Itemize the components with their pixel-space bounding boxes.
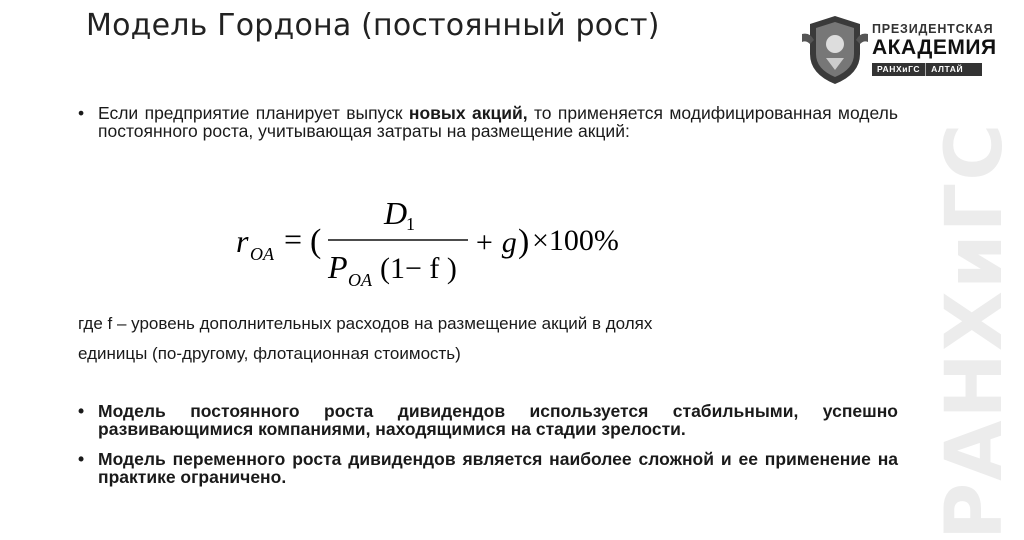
slide-title: Модель Гордона (постоянный рост) bbox=[86, 8, 660, 43]
logo-line2: АКАДЕМИЯ bbox=[872, 36, 997, 59]
logo-line1: ПРЕЗИДЕНТСКАЯ bbox=[872, 22, 994, 36]
watermark-text: РАНХиГС bbox=[930, 121, 1020, 540]
bullet-dot: • bbox=[78, 401, 85, 421]
bullet-variable-growth bbox=[78, 450, 898, 486]
formula-numerator: D bbox=[384, 196, 408, 231]
formula-denominator: P bbox=[328, 249, 348, 285]
logo-bar-left: РАНХиГС bbox=[877, 64, 921, 74]
bullet1-bold: новых акций, bbox=[408, 103, 528, 123]
formula-times-100: ×100% bbox=[532, 224, 619, 257]
formula-denominator-sub: OA bbox=[348, 270, 372, 290]
bullet-dot: • bbox=[78, 103, 85, 123]
bullet1-part1: Если предприятие планирует выпуск bbox=[98, 103, 409, 123]
academy-logo bbox=[802, 14, 1002, 86]
formula-close-paren: ) bbox=[518, 223, 530, 260]
formula-lhs: r bbox=[236, 223, 249, 259]
note-line1: где f – уровень дополнительных расходов на размещение акций в долях bbox=[78, 314, 653, 333]
logo-bar bbox=[872, 63, 982, 76]
formula-equals: = bbox=[284, 221, 303, 257]
formula-open-paren: ( bbox=[310, 223, 322, 260]
logo-bar-right: АЛТАЙ bbox=[925, 63, 968, 76]
formula-lhs-sub: OA bbox=[250, 244, 274, 264]
note-line2: единицы (по-другому, флотационная стоимость) bbox=[78, 344, 461, 363]
formula-numerator-sub: 1 bbox=[406, 214, 415, 234]
coat-of-arms-icon bbox=[802, 14, 868, 86]
bullet-text bbox=[98, 104, 898, 140]
gordon-formula bbox=[236, 196, 656, 304]
formula-plus-g: + g bbox=[474, 226, 517, 259]
bullet1-part2: то применяется модифицированная модель постоянного роста, учитывающая затраты на размещение акций: bbox=[98, 103, 898, 141]
bullet-text: Модель постоянного роста дивидендов используется стабильными, успешно развивающимися компаниями, находящимися на стадии зрелости. bbox=[98, 401, 898, 439]
bullet-text: Модель переменного роста дивидендов является наиболее сложной и ее применение на практике ограничено. bbox=[98, 449, 898, 487]
bullet-new-shares bbox=[78, 104, 898, 140]
bullet-constant-growth bbox=[78, 402, 898, 438]
formula-denominator-rest: (1− f ) bbox=[380, 252, 457, 285]
bullet-dot: • bbox=[78, 449, 85, 469]
